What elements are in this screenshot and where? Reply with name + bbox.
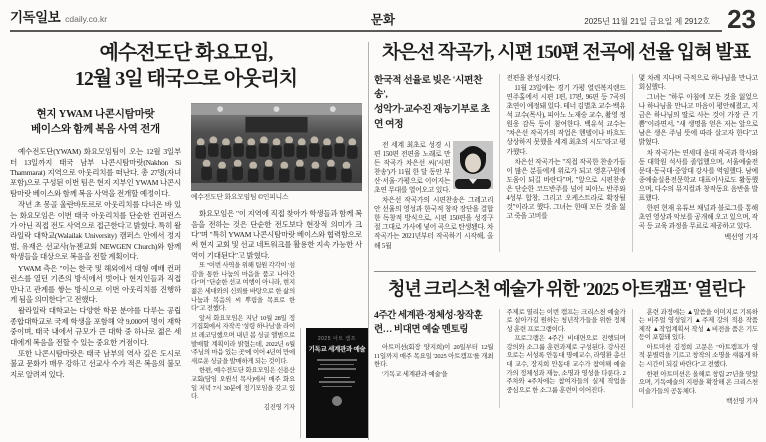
poster-title: 기독교 세계관과 예술: [308, 346, 366, 353]
body-paragraph: 한편 아트미션은 올해로 창립 27년을 맞았으며, 기독예술의 지평을 확장해 온 크리스천 미술가들의 공동체다.: [638, 370, 758, 395]
body-paragraph: 예수전도단(YWAM) 화요모임팀이 오는 12월 3일부터 13일까지 태국 남부 나콘시탐마랏(Nakhon Si Thammarat) 지역으로 아웃리치를 떠난다. 총 27명(자녀 포함)으로 구성된 이번 팀은 현지 지부인 YWAM 나콘시탐마랏 베이스와 함께 복음 사역을 전개할 예정이다.: [10, 147, 181, 198]
article-column: [632, 309, 758, 409]
article-headline: [10, 40, 362, 93]
subhead-line: 베이스와 함께 복음 사역 전개: [30, 124, 160, 135]
article-subhead: 4주간 세계관·정체성·창작훈련… 비대면 예술 멘토링: [374, 310, 483, 335]
art-camp-poster-image: [306, 328, 368, 438]
composer-portrait-image: [453, 141, 493, 189]
body-paragraph: 화요모임은 "이 지역에 직접 찾아가 학생들과 함께 복음을 전하는 것은 단순한 전도보다 현장적 의미가 크다"며 "특히 YWAM 나콘시탐마랏 베이스와 협력함으로써 현지 교회 및 선교 네트워크를 활용한 지속 가능한 사역이 기대된다"고 밝혔다.: [191, 209, 362, 260]
vertical-divider-poster: [300, 328, 301, 438]
body-paragraph: 왈라일락 대학교는 다양한 학문 분야를 다루는 공립 종합대학교로 국제 학생을 포함해 약 9,000여 명이 재학 중이며, 태국 내에서 규모가 큰 대학 중 하나로 젊은 세대에게 복음을 전할 수 있는 중요한 거점이다.: [10, 306, 181, 347]
article-column: [632, 74, 758, 252]
headline-line: 12월 3일 태국으로 아웃리치: [74, 68, 298, 91]
body-paragraph: 또한 나콘시탐마랏은 태국 남부의 역사 깊은 도시로 불교 문화가 매우 강하고 선교사 수가 적은 복음의 불모지로 알려져 있다.: [10, 348, 181, 379]
article-headline: 청년 크리스천 예술가 위한 '2025 아트캠프' 열린다: [388, 279, 744, 299]
poster-top-label: 2025 아트 캠프: [317, 336, 357, 342]
article-column: [374, 309, 499, 409]
body-paragraph: 아트미션 김정희 고문은 "아트캠프가 영적 분별력을 기르고 창작의 소명을 새롭게 하는 시간이 되길 바란다"고 전했다.: [638, 343, 758, 369]
body-paragraph: YWAM 측은 "이는 한국 및 해외에서 대형 예배 컨퍼런스를 열던 기존의 방식에서 벗어나 현지인들과 직접 만나고 관계를 쌓는 방식으로 이번 아웃리치를 진행하게 됨을 의미한다"고 전했다.: [10, 263, 181, 304]
body-paragraph: 차은선 작곡가는 "직접 작곡한 찬송가들이 많은 분들에게 위로가 되고 영혼구원에 도움이 되길 바란다"며, "앞으로 시편찬송은 단순한 코드반주를 넘어 피아노 반주와 4성부 합창, 그리고 오케스트라로 확장될 것"이라고 했다. 그녀는 한때 모든 것을 잃고 죽을 고비를: [506, 158, 626, 221]
article-column: [10, 103, 181, 414]
poster-logo: [332, 396, 342, 406]
subhead-line: 성악가·교수진 재능기부로 초연 여정: [374, 104, 490, 130]
section-title: 문화: [370, 13, 396, 27]
body-paragraph: 한편 현재 유튜브 채널과 블로그를 통해 초연 영상과 악보를 공개해 오고 있으며, 작곡 등 교육 과정을 무료로 제공하고 있다.: [638, 205, 758, 231]
group-photo-image: [191, 103, 362, 191]
body-paragraph: 한편, 예수전도단 화요모임은 신용산교회(담임 오원석 목사)에서 매주 화요일 저녁 7시 30분에 정기모임을 갖고 있다.: [191, 367, 295, 401]
subhead-line: 현지 YWAM 나콘시탐마랏: [36, 108, 155, 120]
article-column: [499, 309, 631, 409]
header-rule: [10, 30, 722, 32]
article-column-narrow: [191, 262, 295, 413]
article-headline: 차은선 작곡가, 시편 150편 전곡에 선율 입혀 발표: [382, 42, 750, 63]
vertical-divider: [368, 42, 369, 440]
article-column: [374, 74, 499, 252]
article-art-camp: [374, 278, 758, 442]
headline-line: 예수전도단 화요모임,: [99, 42, 273, 64]
poster-text-line: [317, 359, 357, 361]
article-subhead: [374, 74, 493, 133]
masthead-title: 기독일보: [10, 10, 61, 25]
poster-text-line: [319, 381, 355, 383]
edition-dateline: 2025년 11월 21일 금요일 제 2912호: [584, 17, 710, 26]
body-paragraph: 11월 23일에는 경기 가평 열린복지랜드 연주홀에서 시편 1편, 17편, 96편 등 7곡의 초연이 예정돼 있다. 테너 김별초 교수·백유석 교수(목사), 피아노 노재승 교수, 촬영 정원웅 감독 등이 참여한다. 백유석 교수는 "차은선 작곡가의 작업은 헨델이나 바흐도 상상하지 못했을 세계 최초의 시도"라고 평가했다.: [506, 84, 626, 156]
horizontal-divider: [374, 271, 756, 272]
page-number: 23: [727, 4, 756, 34]
reporter-byline: 백선영 기자: [724, 234, 758, 242]
body-paragraph: 그녀는 "하루 아침에 모든 것을 잃었으나 하나님을 만나고 마음이 평안해졌고, 지금은 하나님의 딸로 사는 것이 가장 큰 기쁨"이라면서, "새 생명을 얻은 저는 앞으로 남은 생은 주님 뜻에 따라 살고자 한다"고 밝혔다.: [638, 93, 758, 147]
reporter-byline: 백선영 기자: [726, 398, 758, 406]
body-paragraph: 몇 차례 지나며 극적으로 하나님을 만나고 회심했다.: [638, 74, 758, 91]
body-paragraph: 프로그램은 4주간 비대면으로 진행되며 강의와 소그룹 훈련과제로 구성된다. 강사진으로는 서성록 안동대 명예교수, 라영환 총신대 교수, 장지희 안동대 교수가 참여해 예술가의 정체성과 재능, 소명과 영성을 다룬다. 2주차와 4주차에는 참여자들의 실제 작업을 중심으로 한 소그룹 훈련이 이어진다.: [506, 335, 626, 394]
masthead-site-url: cdaily.co.kr: [65, 14, 108, 24]
body-paragraph: '기독교 세계관과 예술'을: [382, 370, 448, 378]
body-paragraph: 전 세계 최초로 성경 시편 150편 전편을 노래로 만든 작곡가 차은선 씨('시편찬송')가 11월 한 달 동안 부산·서울·가평으로 이어지는 초연 무대를 열어오고 있다.: [374, 141, 451, 195]
body-paragraph: 주제로 열리는 이번 캠프는 크리스천 예술가로 살아가길 원하는 청년작가들을 위한 정체성 훈련 프로그램이다.: [506, 308, 626, 333]
poster-text-line: [322, 386, 352, 388]
body-paragraph: 작년 초 몽골 울란바토르로 아웃리치를 다녀온 바 있는 화요모임은 이번 태국 아웃리치를 단순한 컨퍼런스가 아닌 직접 전도 사역으로 접근한다고 밝혔다. 특히 왈라일락 대학교(Walailak University) 캠퍼스 안에서 정지범, 유재은 선교사(뉴젠교회 NEWGEN Church)와 함께 학생들을 대상으로 복음을 전할 계획이다.: [10, 200, 181, 262]
body-paragraph: 전편을 완성시켰다.: [506, 74, 561, 82]
body-paragraph: 앞서 화요모임은 지난 10월 28일 정기집회에서 자작곡 '성령 하나님'을 라이브 레코딩했으며 내년 봄 싱글 앨범으로 발매할 계획이라 밝혔는데, 2022년 6월 '주님의 마음 있는 곳'에 이어 4년여 만에 새로운 싱글을 발매하게 되는 것이다.: [191, 314, 295, 365]
body-paragraph: 훈련 과정에는 ▲말씀을 이미지로 기록하는 비주얼 영성일기 ▲주제 강의 적용 작품 제작 ▲작업계획서 작성 ▲비전을 품은 기도 등이 포함돼 있다.: [638, 308, 758, 342]
article-subhead: [10, 107, 181, 137]
article-column: [499, 74, 631, 252]
body-paragraph: 또 "이번 사역을 위해 팀원 각각이 '섬김'을 통한 나눔의 마음을 품고 나아간다"며 "단순한 선교 여행이 아니라, 현지 젊은 세대와의 신뢰를 바탕으로 한 삶의 나눔과 복음의 씨 뿌림을 목표로 한다"고 전했다.: [191, 262, 295, 313]
poster-text-line: [320, 364, 354, 366]
body-paragraph: 차은선 작곡가의 시편찬송은 그레고리안 선율의 영성과 한국적 창작 장단을 결합한 독창적 방식으로, 시편 150편을 성경구절 그대로 가사에 넣어 곡으로 탄생됐다. 차 작곡가는 2021년부터 작곡하기 시작해, 올해 5월: [374, 197, 494, 250]
body-paragraph: 아트미션(회장 양지희)이 20일부터 12월 11일까지 매주 목요일 '2025 아트캠프'를 개최한다.: [374, 344, 494, 369]
body-paragraph: 차 작곡가는 연세대 음대 작곡과 학사와 동 대학원 석사를 졸업했으며, 서울예술전문대·동국대·중앙대 강사를 역임했다. 남예종예술실용전문학교 대표이사로도 활동했으며, 다수의 뮤지컬과 창작동요 음반을 발표했다.: [638, 149, 758, 203]
photo-caption: 예수전도단 화요모임팀 ©인피니스: [191, 193, 289, 201]
poster-text-line: [318, 368, 356, 370]
article-psalms-composer: [374, 42, 758, 268]
reporter-byline: 김진영 기자: [263, 403, 295, 411]
subhead-line: 한국적 선율로 빚은 '시편찬송',: [374, 74, 483, 101]
poster-text-line: [324, 377, 350, 379]
masthead-bar: [10, 6, 756, 32]
